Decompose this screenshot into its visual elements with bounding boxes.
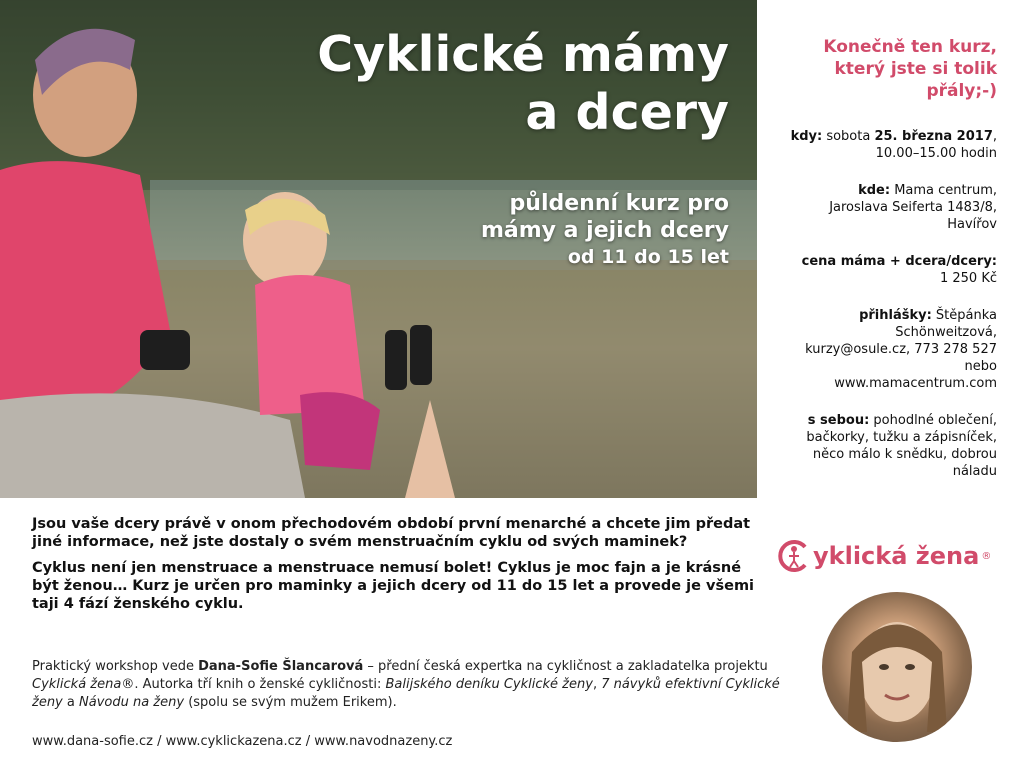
website-links[interactable]: www.dana-sofie.cz / www.cyklickazena.cz / www.navodnazeny.cz xyxy=(32,734,453,749)
portrait-illustration xyxy=(822,592,972,742)
workshop-text: , xyxy=(592,677,602,692)
cyklicka-zena-logo xyxy=(777,534,1001,578)
project-name: Cyklická žena xyxy=(32,677,122,692)
bring-label: s sebou: xyxy=(807,413,870,428)
logo-registered-mark: ® xyxy=(981,550,992,562)
when-date: 25. března 2017 xyxy=(874,129,993,144)
signup-value: Štěpánka Schönweitzová, kurzy@osule.cz, 773 278 527 nebo www.mamacentrum.com xyxy=(805,308,997,391)
book-title-3: Návodu na ženy xyxy=(79,695,185,710)
workshop-text: – přední česká expertka na cykličnost a zakladatelka projektu xyxy=(363,659,768,674)
signup-label: přihlášky: xyxy=(859,308,932,323)
when-comma: , xyxy=(992,129,997,144)
intro-text xyxy=(32,515,772,621)
where-value: Mama centrum, Jaroslava Seiferta 1483/8, Havířov xyxy=(829,183,997,232)
side-headline: Konečně ten kurz, který jste si tolik přály;-) xyxy=(823,37,997,101)
book-title-1: Balijského deníku Cyklické ženy xyxy=(385,677,593,692)
logo-text: yklická žena xyxy=(813,542,980,570)
when-block xyxy=(767,128,997,162)
event-details xyxy=(767,36,997,500)
hero-photo xyxy=(0,0,757,498)
hero-subtitle-line-1: půldenní kurz pro xyxy=(509,191,729,216)
woman-c-logo-icon xyxy=(777,539,811,573)
hero-age-range: od 11 do 15 let xyxy=(567,246,729,268)
where-label: kde: xyxy=(858,183,891,198)
bring-value: pohodlné oblečení, bačkorky, tužku a zápisníček, něco málo k snědku, dobrou náladu xyxy=(806,413,997,479)
when-label: kdy: xyxy=(790,129,823,144)
price-block xyxy=(767,253,997,287)
hero-title: Cyklické mámy a dcery xyxy=(317,26,729,141)
signup-block xyxy=(767,307,997,392)
lead-name: Dana-Sofie Šlancarová xyxy=(198,659,364,674)
hero-subtitle xyxy=(309,190,729,271)
bring-block xyxy=(767,412,997,480)
when-time: 10.00–15.00 hodin xyxy=(875,146,997,161)
workshop-text: Praktický workshop vede xyxy=(32,659,199,674)
where-block xyxy=(767,182,997,233)
price-value: 1 250 Kč xyxy=(939,271,997,286)
intro-paragraph-2: Cyklus není jen menstruace a menstruace nemusí bolet! Cyklus je moc fajn a je krásné být ženou… Kurz je určen pro maminky a jejich dcery od 11 do 15 let a provede je všemi taji 4 fází ženského cyklu. xyxy=(32,560,755,612)
hero-subtitle-line-2: mámy a jejich dcery xyxy=(480,218,729,243)
book-title-2: 7 návyků efektivní Cyklické ženy xyxy=(32,677,780,710)
workshop-text: ®. Autorka tří knih o ženské cykličnosti: xyxy=(121,677,386,692)
workshop-description xyxy=(32,658,782,712)
when-day: sobota xyxy=(826,129,871,144)
price-label: cena máma + dcera/dcery: xyxy=(801,254,997,269)
workshop-text: (spolu se svým mužem Erikem). xyxy=(184,695,397,710)
intro-paragraph-1: Jsou vaše dcery právě v onom přechodovém období první menarché a chcete jim předat jiné informace, než jste dostaly o svém menstruačním cyklu od svých maminek? xyxy=(32,516,751,550)
author-portrait xyxy=(822,592,972,742)
workshop-text: a xyxy=(62,695,79,710)
